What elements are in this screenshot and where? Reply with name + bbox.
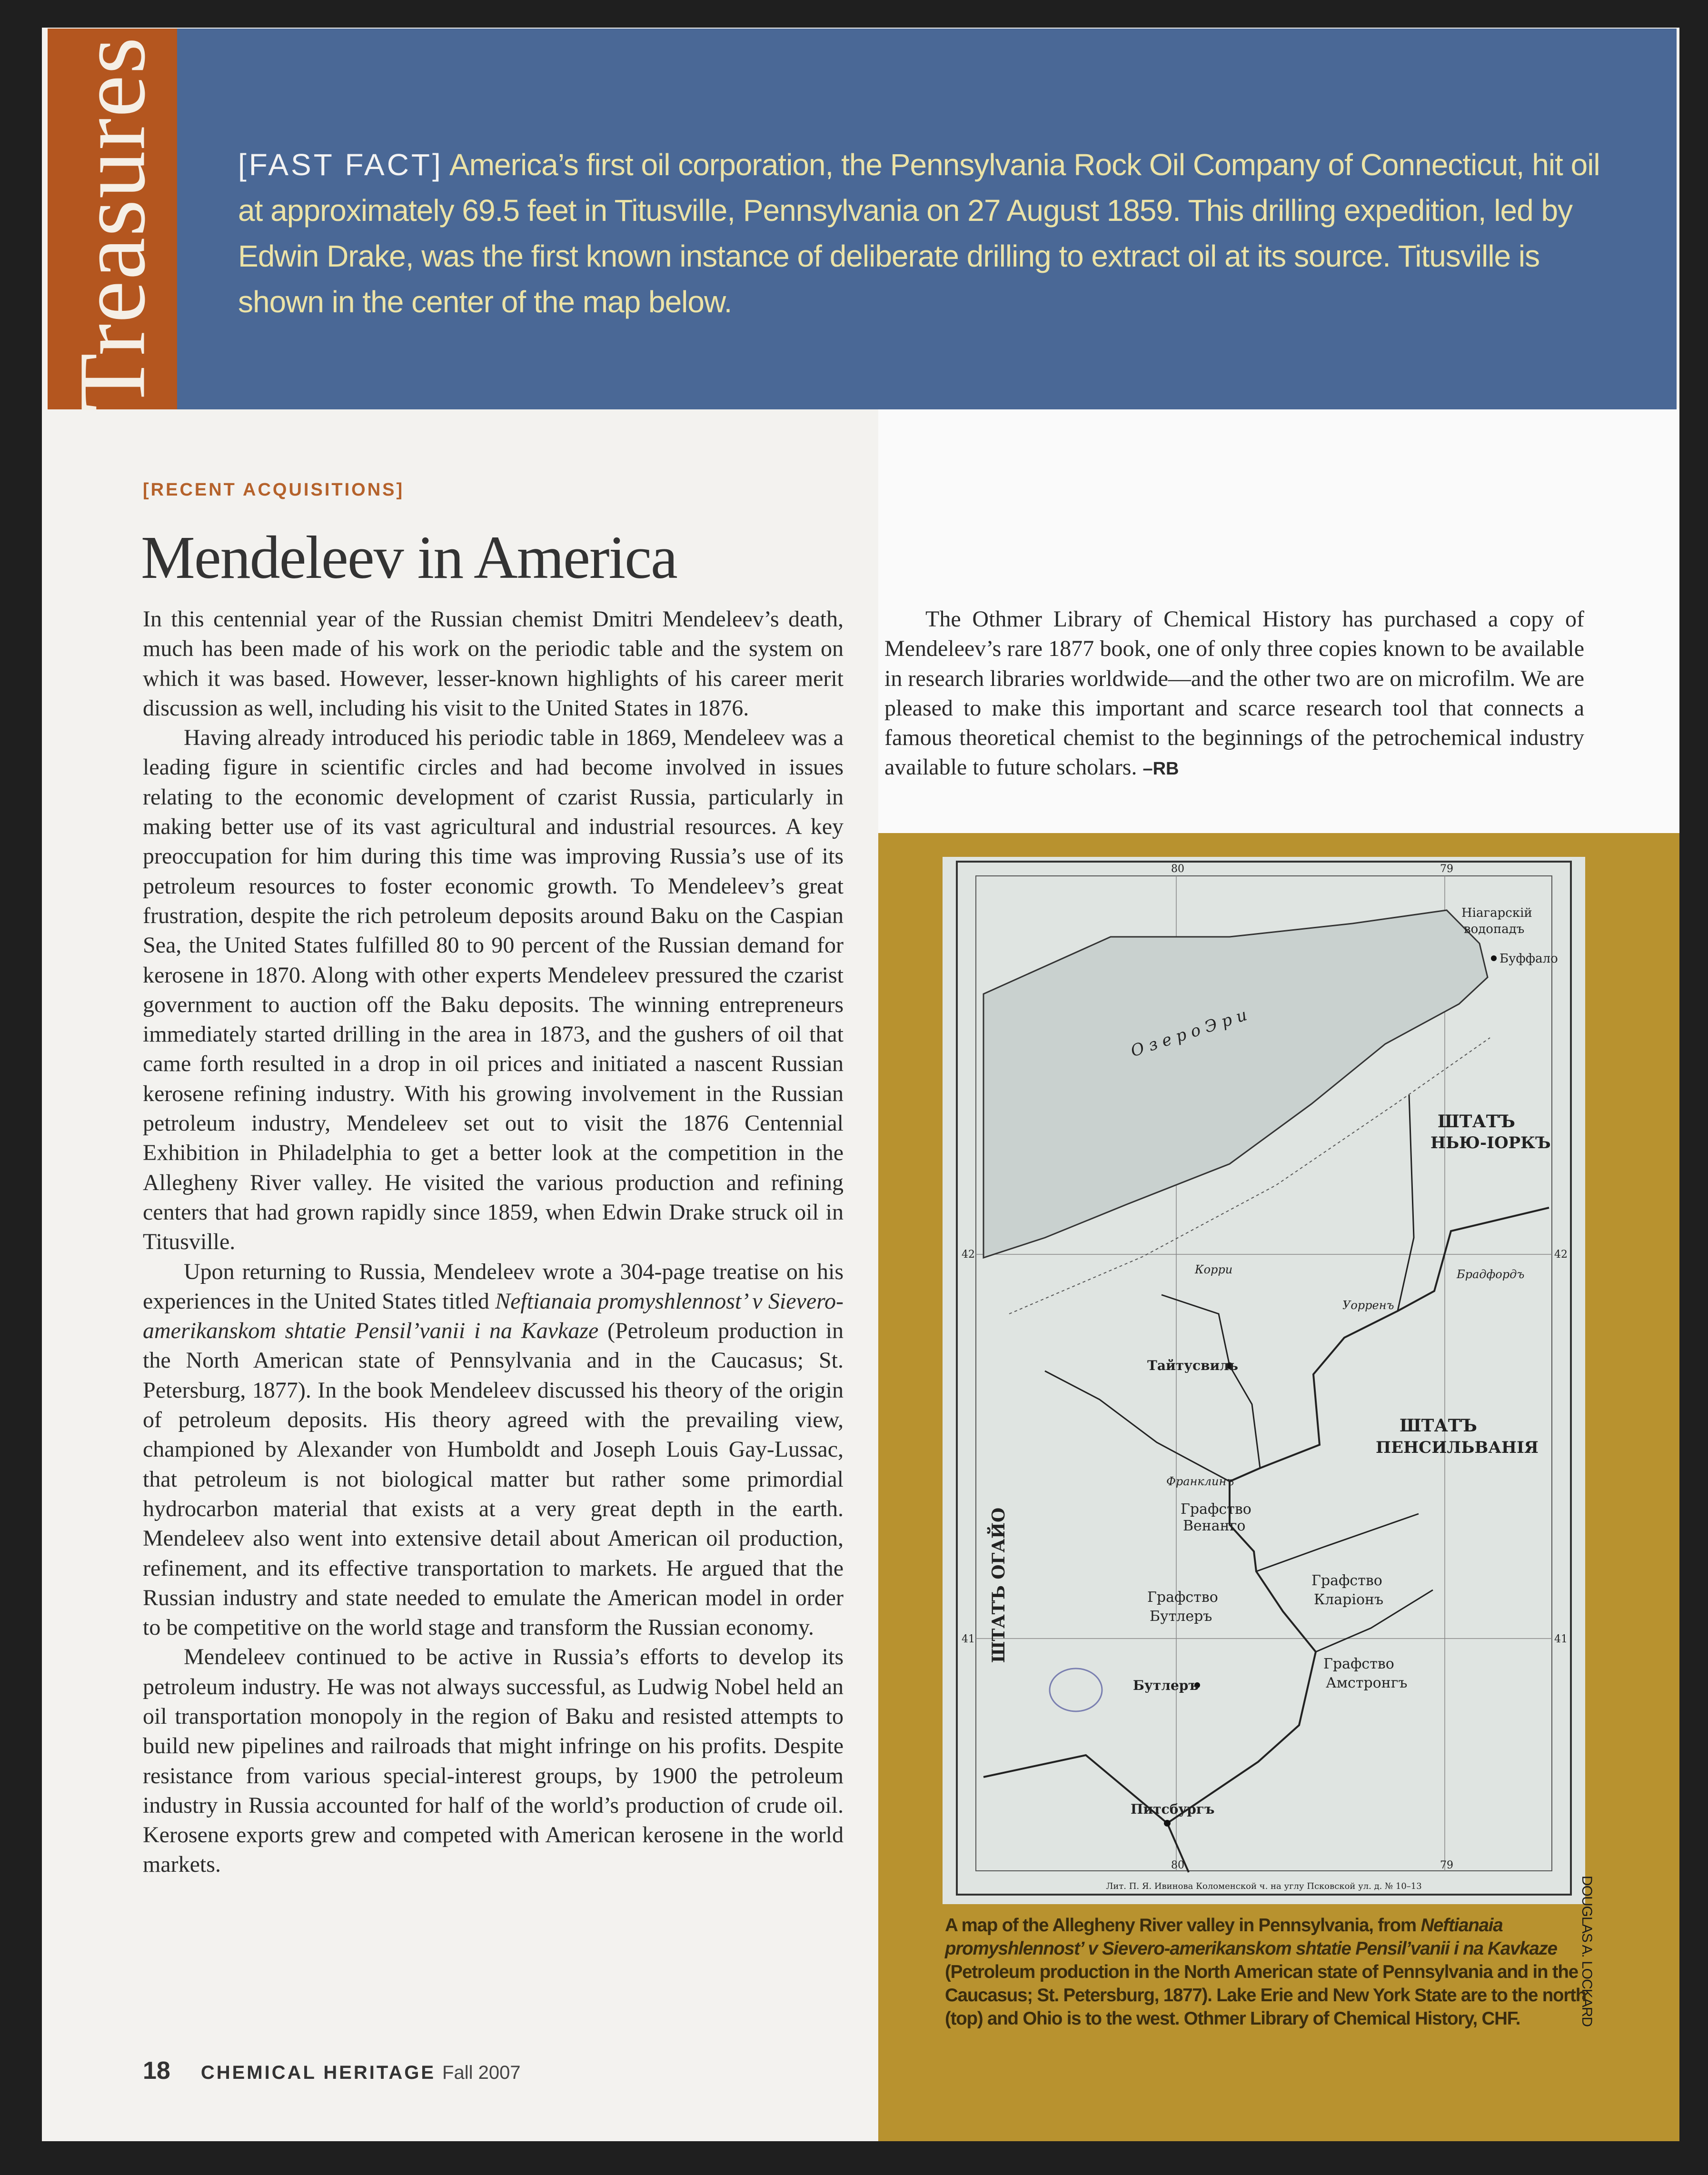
map-drawing: [943, 857, 1585, 1904]
caption-text: (Petroleum production in the North American state of Pennsylvania and in the Caucasus; St. Petersburg, 1877). Lake Erie and New York State are to the north (top) and Ohio is to the west. Othmer Library of Chemical History, CHF.: [945, 1962, 1587, 2029]
buffalo-dot: [1491, 955, 1497, 961]
paragraph: Mendeleev continued to be active in Russia’s efforts to develop its petroleum industry. He was not always successful, as Ludwig Nobel held an oil transportation monopoly in the region of Baku and resisted attempts to build new pipelines and railroads that might infringe on his profits. Despite resistance from various special-interest groups, by 1900 the petroleum industry in Russia accounted for half of the world’s production of crude oil. Kerosene exports grew and competed with American kerosene in the world markets.: [143, 1644, 844, 1877]
article-kicker: [RECENT ACQUISITIONS]: [143, 480, 405, 500]
fast-fact-label: [FAST FACT]: [238, 148, 443, 182]
map-longitude-label: 79: [1440, 863, 1453, 875]
map-caption: [945, 1914, 1602, 2030]
page-footer: [143, 2056, 521, 2085]
map-label-butler: Бутлеръ: [1133, 1678, 1199, 1693]
article-body-right: [884, 605, 1584, 784]
map-label-warren: Уорренъ: [1342, 1299, 1394, 1312]
map-label-venango: Графство: [1181, 1501, 1251, 1518]
caption-book-title: Neftianaia promyshlennost’ v Sievero-amerikanskom shtatie Pensil’vanii i na Kavkaze: [945, 1915, 1557, 1959]
map-latitude-label: 41: [962, 1633, 975, 1645]
paragraph-text: (Petroleum production in the North American state of Pennsylvania and in the Caucasus; St. Petersburg, 1877). In the book Mendeleev discussed his theory of the origin of petroleum deposits. His theory agreed with the prevailing view, championed by Alexander von Humboldt and Joseph Louis Gay-Lussac, that petroleum is not biological matter but rather some primordial hydrocarbon material that exists at a very great depth in the earth. Mendeleev also went into extensive detail about American oil production, refinement, and its effective transportation to markets. He argued that the Russian industry and state needed to emulate the American model in order to be competitive on the world stage and transform the Russian economy.: [143, 1318, 844, 1640]
section-tab-label: Treasures: [60, 36, 165, 412]
pittsburgh-dot: [1164, 1820, 1171, 1827]
map-imprint: Лит. П. Я. Ивинова Коломенской ч. на углу Псковской ул. д. № 10–13: [1106, 1881, 1422, 1891]
map-longitude-label: 80: [1171, 863, 1184, 875]
map-label-franklin: Франклинъ: [1166, 1475, 1234, 1488]
magazine-name: CHEMICAL HERITAGE: [200, 2062, 436, 2083]
lake-erie: [983, 910, 1488, 1258]
french-creek: [1045, 1371, 1230, 1481]
map-label-corry: Корри: [1195, 1263, 1233, 1276]
map-label-titusville: Тайтусвиль: [1147, 1358, 1239, 1373]
map-label-niagara: водопадъ: [1464, 922, 1525, 936]
map-label-pa-state: ПЕНСИЛЬВАНІЯ: [1376, 1438, 1539, 1457]
map-label-butler-county: Графство: [1147, 1589, 1218, 1606]
map-label-niagara: Ніагарскій: [1461, 906, 1532, 920]
paragraph: [143, 1257, 844, 1643]
section-tab: [48, 29, 177, 412]
map-label-buffalo: Буффало: [1499, 952, 1558, 966]
historical-map: [943, 857, 1585, 1904]
map-latitude-label: 42: [1554, 1249, 1568, 1261]
map-label-armstrong-county: Амстронгъ: [1326, 1675, 1408, 1691]
paragraph-text: The Othmer Library of Chemical History has purchased a copy of Mendeleev’s rare 1877 book, one of only three copies known to be available in research libraries worldwide—and the other two are on microfilm. We are pleased to make this important and scarce research tool that connects a famous theoretical chemist to the beginnings of the petrochemical industry available to future scholars.: [884, 606, 1584, 780]
page-number: 18: [143, 2057, 170, 2085]
map-latitude-label: 41: [1554, 1633, 1568, 1645]
map-label-armstrong-county: Графство: [1323, 1656, 1394, 1672]
map-latitude-label: 42: [962, 1249, 975, 1261]
magazine-page: [42, 28, 1679, 2141]
map-label-lake-erie: О з е р о Э р и: [1128, 1005, 1250, 1061]
map-label-clarion-county: Графство: [1311, 1572, 1382, 1589]
caption-text: A map of the Allegheny River valley in Pennsylvania, from: [945, 1915, 1421, 1936]
fast-fact-body: America’s first oil corporation, the Pennsylvania Rock Oil Company of Connecticut, hit oil at approximately 69.5 feet in Titusville, Pennsylvania on 27 August 1859. This drilling expedition, led by Edwin Drake, was the first known instance of deliberate drilling to extract oil at its source. Titusville is shown in the center of the map below.: [238, 148, 1600, 319]
library-stamp: [1050, 1668, 1102, 1711]
map-label-ny-state: НЬЮ-ІОРКЪ: [1430, 1133, 1551, 1152]
clarion-river: [1256, 1514, 1419, 1571]
paragraph: In this centennial year of the Russian chemist Dmitri Mendeleev’s death, much has been made of his work on the periodic table and the system on which it was based. However, lesser-known highlights of his career merit discussion as well, including his visit to the United States in 1876.: [143, 606, 844, 721]
map-panel: [878, 833, 1679, 2141]
map-label-pittsburgh: Питсбургъ: [1131, 1801, 1215, 1817]
map-label-ny-state: ШТАТЪ: [1438, 1112, 1515, 1132]
map-label-ohio-state: ШТАТЪ ОГАЙО: [989, 1507, 1009, 1663]
map-longitude-label: 79: [1440, 1859, 1453, 1871]
article-body-left: [143, 605, 844, 1880]
paragraph: [884, 605, 1584, 784]
paragraph-text: Upon returning to Russia, Mendeleev wrote a 304-page treatise on his experiences in the United States titled: [143, 1259, 844, 1314]
map-label-pa-state: ШТАТЪ: [1400, 1416, 1477, 1436]
author-signature: –RB: [1142, 759, 1179, 779]
paragraph: Having already introduced his periodic table in 1869, Mendeleev was a leading figure in scientific circles and had become involved in issues relating to the economic development of czarist Russia, particularly in making better use of its vast agricultural and industrial resources. A key preoccupation for him during this time was improving Russia’s use of its petroleum resources to foster economic growth. To Mendeleev’s great frustration, despite the rich petroleum deposits around Baku on the Caspian Sea, the United States fulfilled 80 to 90 percent of the Russian demand for kerosene in 1870. Along with other experts Mendeleev pressured the czarist government to auction off the Baku deposits. The winning entrepreneurs immediately started drilling in the area in 1873, and the gushers of oil that came forth resulted in a drop in oil prices and initiated a nascent Russian kerosene refining industry. With his growing involvement in the Russian petroleum industry, Mendeleev set out to visit the 1876 Centennial Exhibition in Philadelphia to get a better look at the competition in the Allegheny River valley. He visited the various production and refining centers that had grown rapidly since 1859, when Edwin Drake struck oil in Titusville.: [143, 725, 844, 1255]
photo-credit: DOUGLAS A. LOCKARD: [1579, 1876, 1595, 2027]
map-label-bradford: Брадфордъ: [1457, 1268, 1525, 1281]
article-title: Mendeleev in America: [141, 524, 677, 591]
issue-date: Fall 2007: [442, 2062, 521, 2083]
fast-fact-text: [238, 142, 1609, 325]
book-title: Neftianaia promyshlennost’ v Sievero-amerikanskom shtatie Pensil’vanii i na Kavkaze: [143, 1288, 844, 1344]
map-label-venango: Венанго: [1183, 1518, 1246, 1534]
map-longitude-label: 80: [1171, 1859, 1184, 1871]
conewango-creek: [1398, 1095, 1414, 1311]
map-label-butler-county: Бутлеръ: [1150, 1608, 1212, 1625]
map-label-clarion-county: Кларіонъ: [1314, 1591, 1384, 1608]
